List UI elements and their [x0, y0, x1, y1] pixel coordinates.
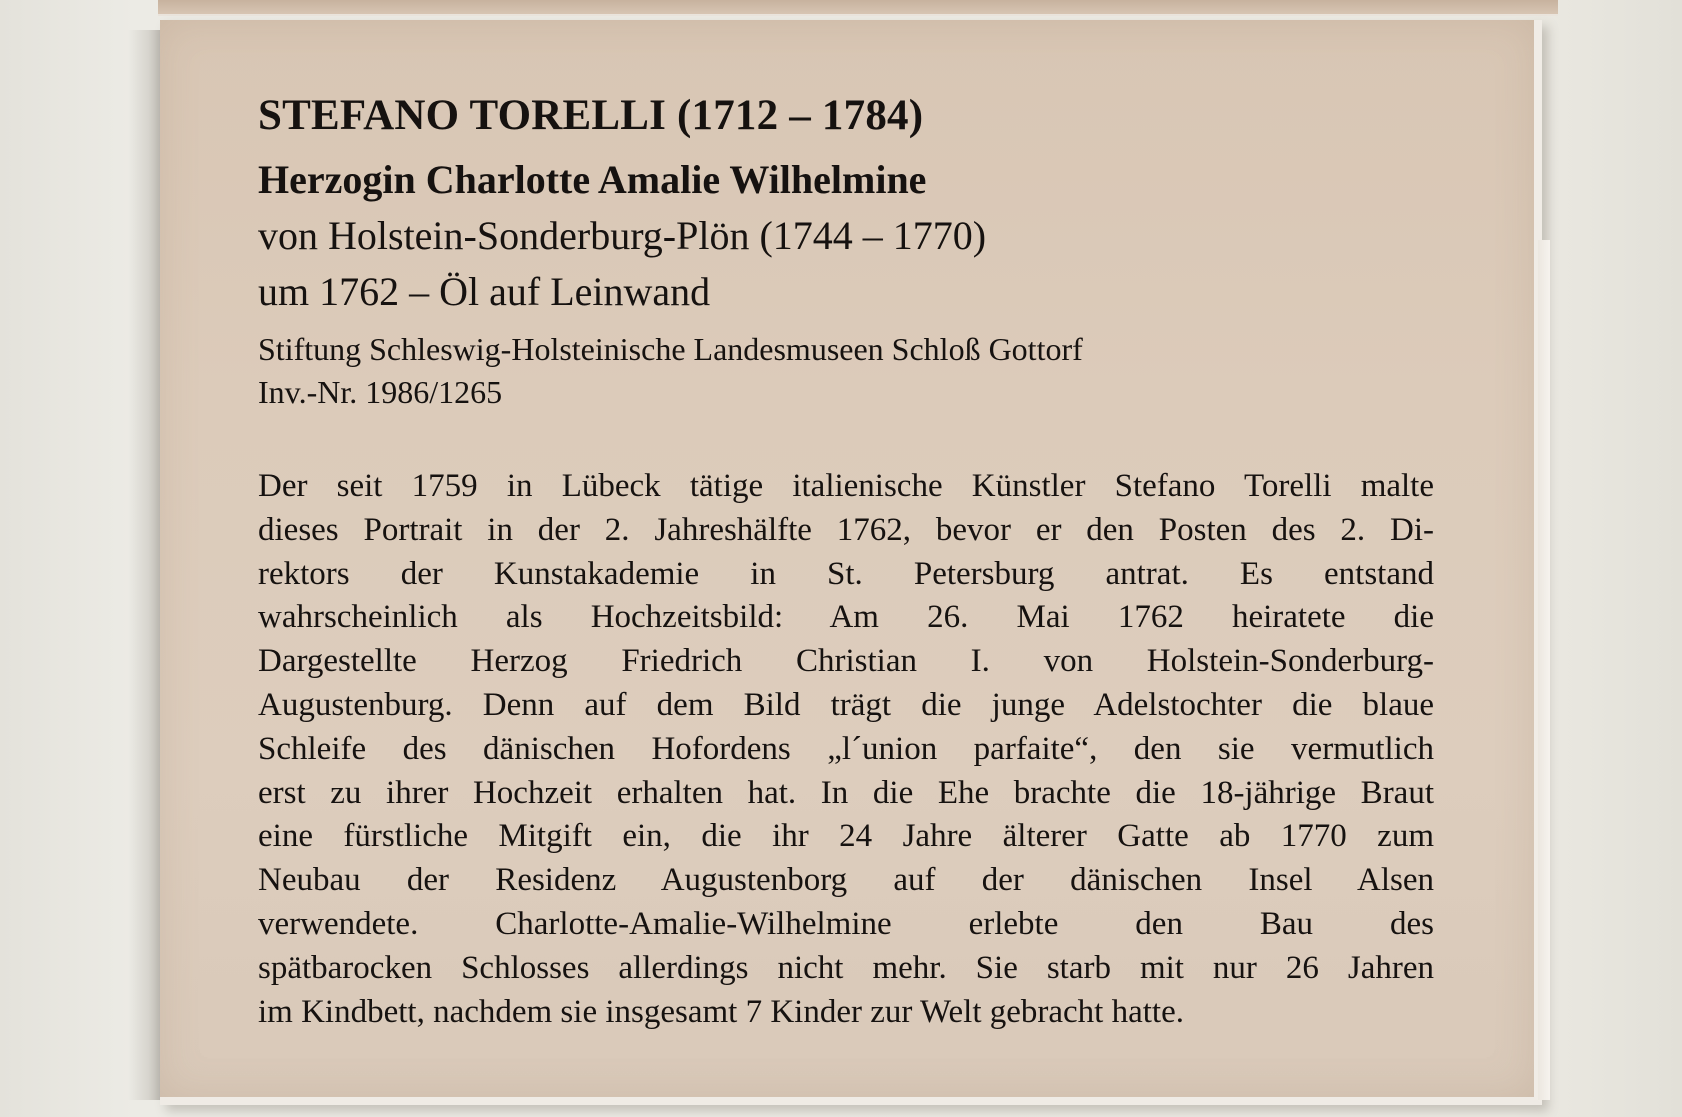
description-line: dieses Portrait in der 2. Jahreshälfte 1762, bevor er den Posten des 2. Di-	[258, 511, 1434, 548]
description-text	[258, 465, 1434, 1034]
description-line: Der seit 1759 in Lübeck tätige italienische Künstler Stefano Torelli malte	[258, 468, 1434, 504]
description-line: erst zu ihrer Hochzeit erhalten hat. In die Ehe brachte die 18-jährige Braut	[258, 774, 1434, 811]
description-line: wahrscheinlich als Hochzeitsbild: Am 26. Mai 1762 heiratete die	[258, 599, 1434, 636]
description-line: verwendete. Charlotte-Amalie-Wilhelmine erlebte den Bau des	[258, 905, 1434, 942]
collection-credit: Stiftung Schleswig-Holsteinische Landesmuseen Schloß Gottorf	[258, 331, 1083, 367]
inventory-number: Inv.-Nr. 1986/1265	[258, 374, 503, 410]
description-line: Dargestellte Herzog Friedrich Christian I. von Holstein-Sonderburg-	[258, 643, 1434, 680]
plaque-acrylic-edge	[1538, 240, 1550, 1100]
label-header	[258, 88, 1438, 414]
date-and-medium: um 1762 – Öl auf Leinwand	[258, 269, 711, 314]
description-line: rektors der Kunstakademie in St. Petersburg antrat. Es entstand	[258, 555, 1434, 592]
description-line: spätbarocken Schlosses allerdings nicht mehr. Sie starb mit nur 26 Jahren	[258, 949, 1434, 986]
description-line: Augustenburg. Denn auf dem Bild trägt die junge Adelstochter die blaue	[258, 686, 1434, 723]
plaque-shadow	[128, 30, 162, 1100]
description-line: Schleife des dänischen Hofordens „l´union parfaite“, den sie vermutlich	[258, 730, 1434, 767]
artist-name: STEFANO TORELLI (1712 – 1784)	[258, 92, 924, 139]
description-line: eine fürstliche Mitgift ein, die ihr 24 Jahre älterer Gatte ab 1770 zum	[258, 818, 1434, 855]
description-line: Neubau der Residenz Augustenborg auf der dänischen Insel Alsen	[258, 862, 1434, 899]
upper-plaque-edge	[158, 0, 1558, 16]
artwork-title: Herzogin Charlotte Amalie Wilhelmine	[258, 157, 927, 202]
description-line: im Kindbett, nachdem sie insgesamt 7 Kinder zur Welt gebracht hatte.	[258, 993, 1184, 1030]
artwork-title-continued: von Holstein-Sonderburg-Plön (1744 – 1770)	[258, 213, 987, 258]
